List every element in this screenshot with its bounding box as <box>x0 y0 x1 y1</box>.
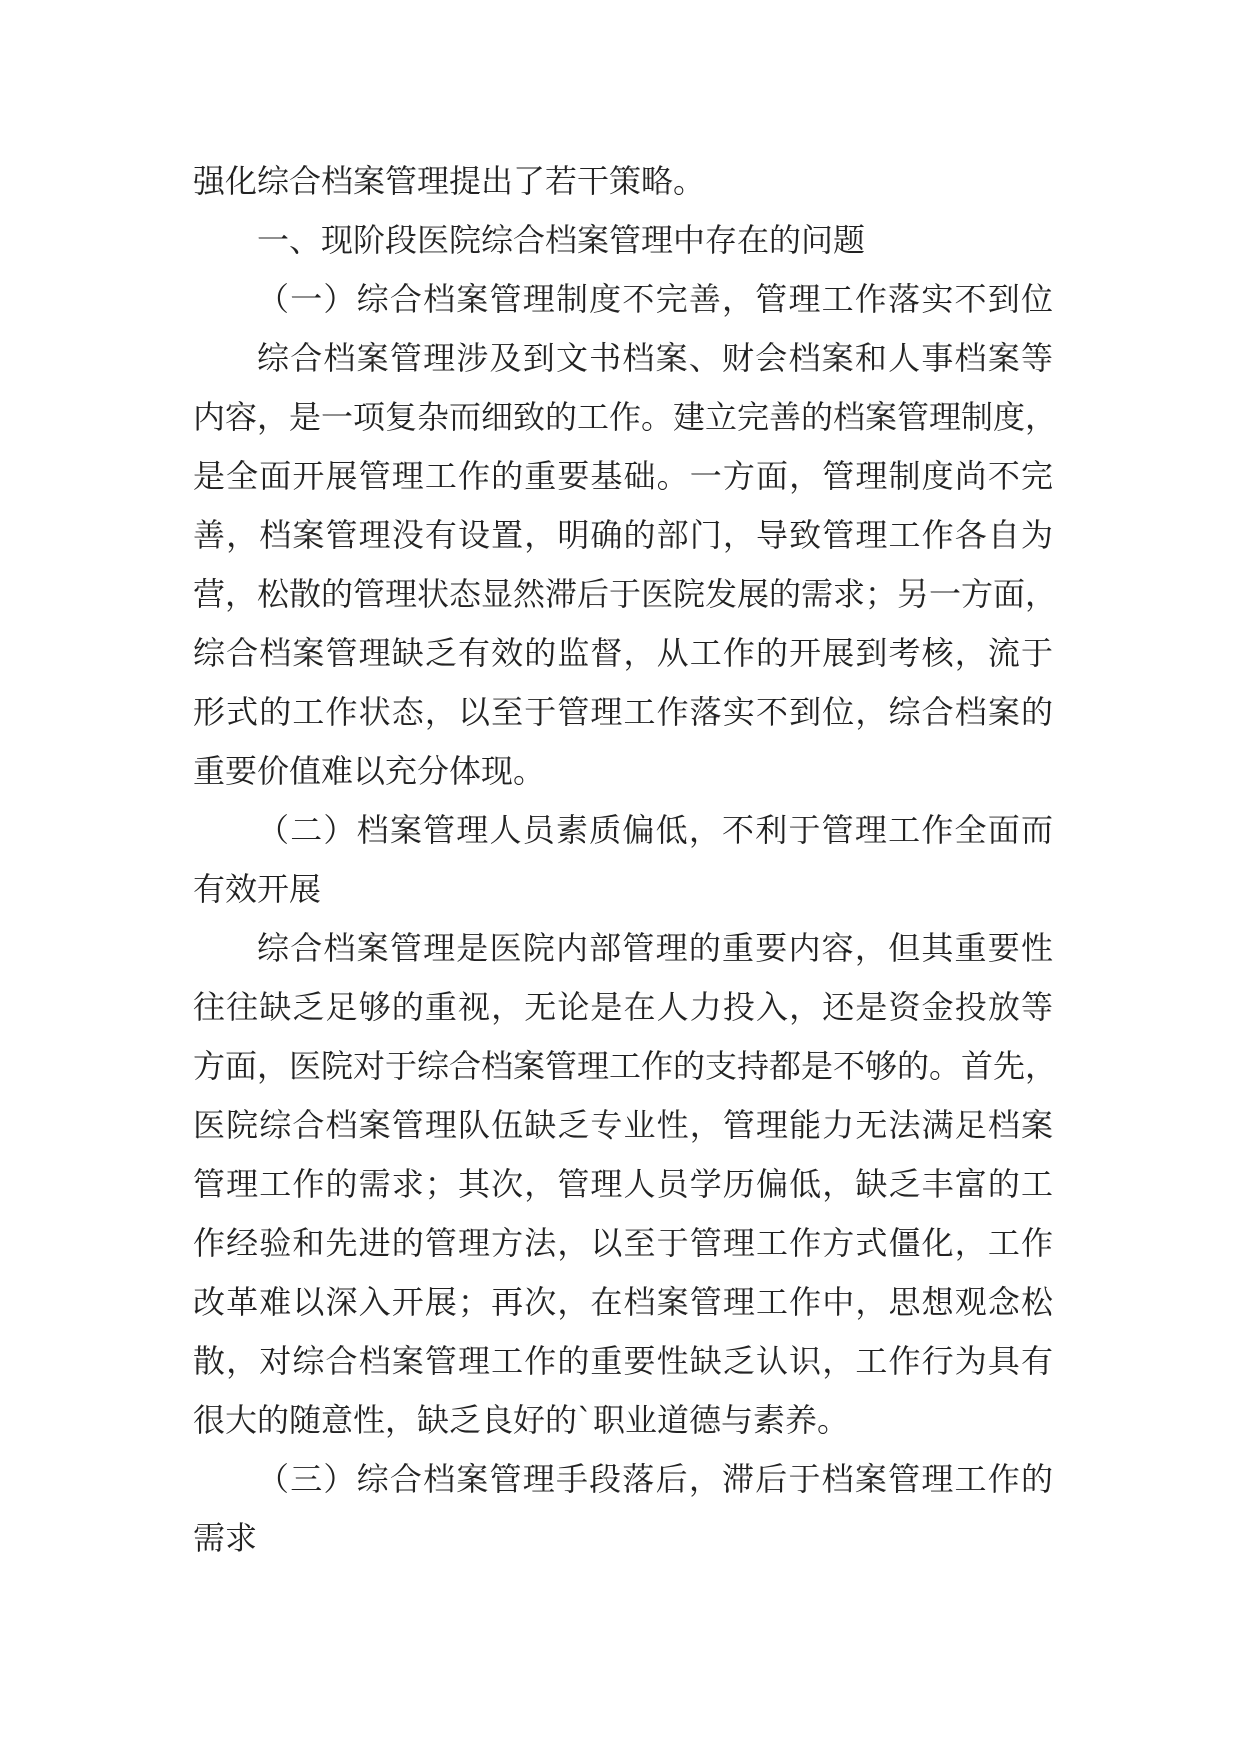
paragraph-line: 内容，是一项复杂而细致的工作。建立完善的档案管理制度， <box>193 398 1058 436</box>
paragraph-line: 形式的工作状态，以至于管理工作落实不到位，综合档案的 <box>193 693 1053 731</box>
document-body <box>193 152 1058 1568</box>
subsection-heading: （一）综合档案管理制度不完善，管理工作落实不到位 <box>257 280 1053 318</box>
paragraph-line: 作经验和先进的管理方法，以至于管理工作方式僵化，工作 <box>193 1224 1053 1262</box>
subsection-heading: （二）档案管理人员素质偏低，不利于管理工作全面而 <box>257 811 1053 849</box>
paragraph-line: 管理工作的需求；其次，管理人员学历偏低，缺乏丰富的工 <box>193 1165 1053 1203</box>
subsection-heading: 需求 <box>193 1519 258 1557</box>
paragraph-line: 医院综合档案管理队伍缺乏专业性，管理能力无法满足档案 <box>193 1106 1053 1144</box>
paragraph-line: 综合档案管理涉及到文书档案、财会档案和人事档案等 <box>257 339 1053 377</box>
paragraph-line: 营，松散的管理状态显然滞后于医院发展的需求；另一方面， <box>193 575 1058 613</box>
paragraph-line: 强化综合档案管理提出了若干策略。 <box>193 162 706 200</box>
paragraph-line: 改革难以深入开展；再次，在档案管理工作中，思想观念松 <box>193 1283 1053 1321</box>
subsection-heading: （三）综合档案管理手段落后，滞后于档案管理工作的 <box>257 1460 1053 1498</box>
paragraph-line: 散，对综合档案管理工作的重要性缺乏认识，工作行为具有 <box>193 1342 1053 1380</box>
paragraph-line: 往往缺乏足够的重视，无论是在人力投入，还是资金投放等 <box>193 988 1053 1026</box>
paragraph-line: 综合档案管理缺乏有效的监督，从工作的开展到考核，流于 <box>193 634 1053 672</box>
paragraph-line: 是全面开展管理工作的重要基础。一方面，管理制度尚不完 <box>193 457 1053 495</box>
paragraph-line: 方面，医院对于综合档案管理工作的支持都是不够的。首先， <box>193 1047 1058 1085</box>
paragraph-line: 综合档案管理是医院内部管理的重要内容，但其重要性 <box>257 929 1053 967</box>
paragraph-line: 很大的随意性，缺乏良好的`职业道德与素养。 <box>193 1401 850 1439</box>
paragraph-line: 重要价值难以充分体现。 <box>193 752 546 790</box>
paragraph-line: 善，档案管理没有设置，明确的部门，导致管理工作各自为 <box>193 516 1053 554</box>
subsection-heading: 有效开展 <box>193 870 322 908</box>
section-heading: 一、现阶段医院综合档案管理中存在的问题 <box>257 221 866 259</box>
